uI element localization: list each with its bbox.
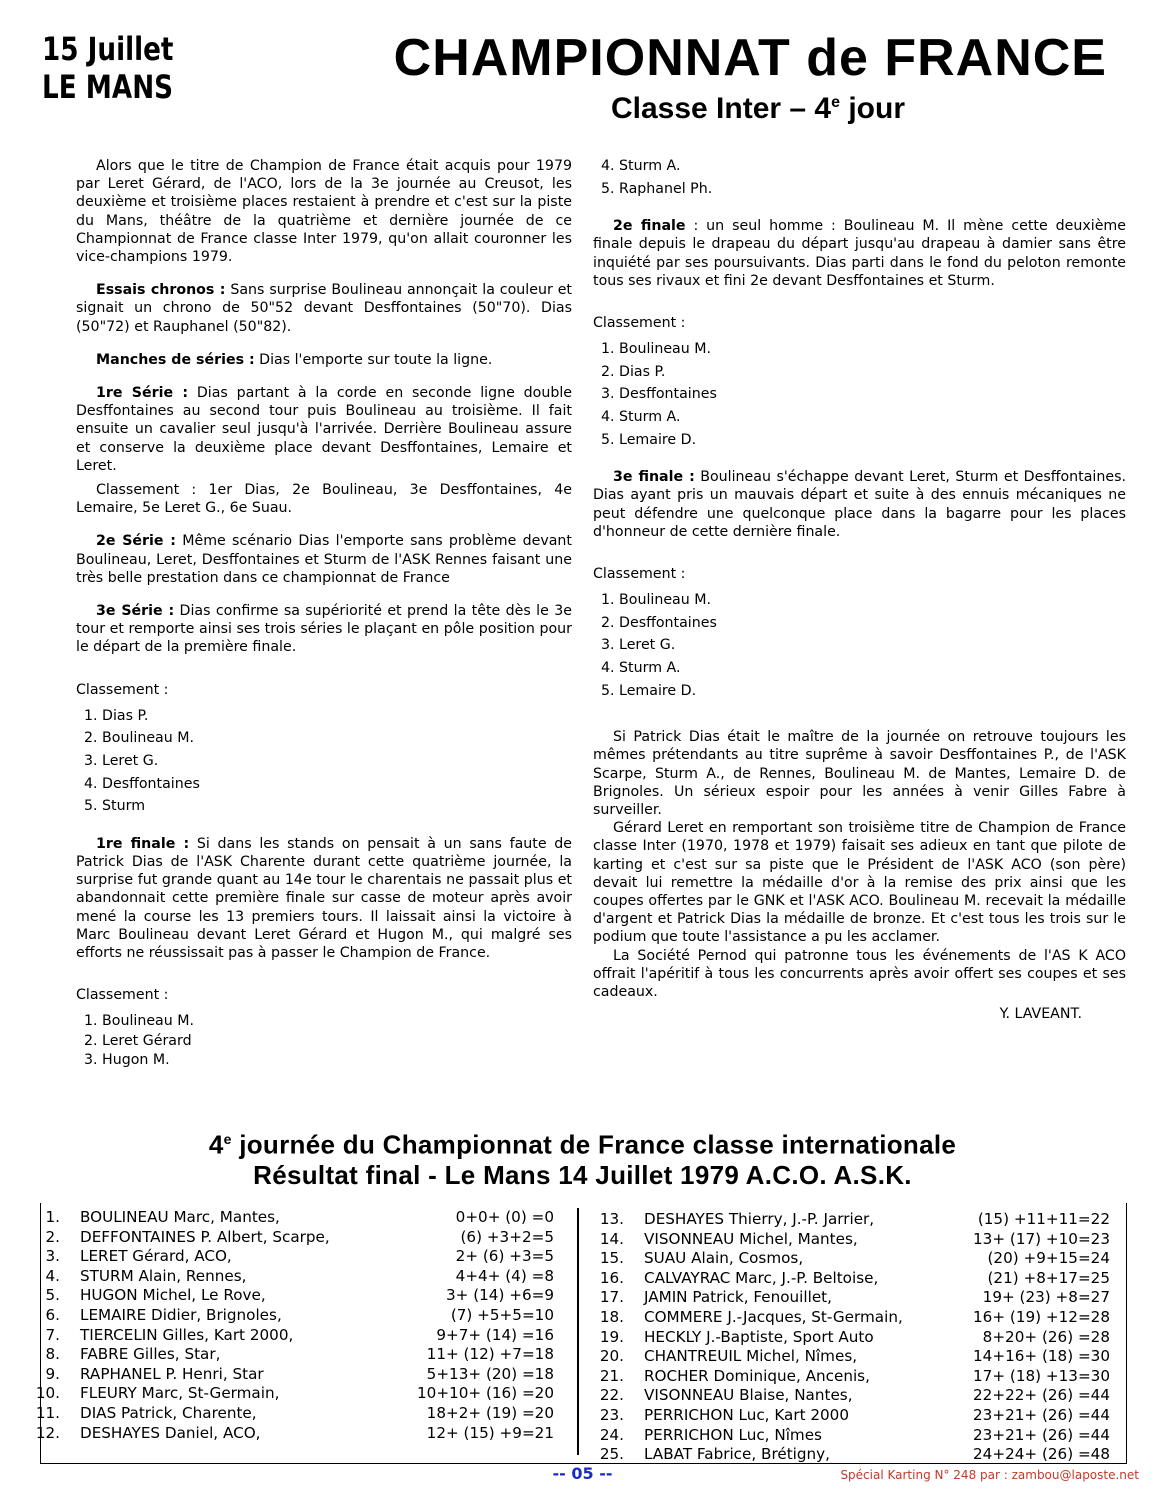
driver-cell: JAMIN Patrick, Fenouillet, <box>644 1288 832 1307</box>
subtitle-sup: e <box>831 94 840 111</box>
score-cell: 13+ (17) +10=23 <box>973 1229 1110 1248</box>
table-row <box>588 1308 1110 1328</box>
score-cell: (21) +8+17=25 <box>987 1268 1110 1287</box>
score-cell: 22+22+ (26) =44 <box>973 1386 1110 1405</box>
score-cell: (7) +5+5=10 <box>450 1305 554 1324</box>
table-row <box>588 1367 1110 1387</box>
finale2-text: : un seul homme : Boulineau M. Il mène cette deuxième finale depuis le drapeau du départ jusqu'au drapeau à damier sans être inquiété par ses poursuivants. Dias parti dans le fond du peloton remonte tous ses rivaux et fini 2e devant Desffontaines et Sturm. <box>593 218 1126 289</box>
score-cell: 8+20+ (26) =28 <box>982 1327 1110 1346</box>
driver-cell: DEFFONTAINES P. Albert, Scarpe, <box>80 1227 330 1246</box>
conclusion-paragraph-3: La Société Pernod qui patronne tous les événements de l'AS K ACO offrait l'apéritif à tous les concurrents après avoir offert ses coupes et ses cadeaux. <box>593 947 1126 1000</box>
list-item: 1. Boulineau M. <box>601 341 712 358</box>
score-cell: 0+0+ (0) =0 <box>455 1208 554 1226</box>
score-cell: 5+13+ (20) =18 <box>426 1364 554 1383</box>
author-signature: Y. LAVEANT. <box>999 1006 1082 1023</box>
list-item: 2. Dias P. <box>601 363 666 380</box>
finale1-ranking-cont <box>593 157 1126 198</box>
list-item: 3. Hugon M. <box>84 1051 170 1068</box>
score-cell: 2+ (6) +3=5 <box>455 1247 554 1266</box>
essais-label: Essais chronos : <box>96 282 226 299</box>
essais-paragraph <box>76 281 572 336</box>
score-cell: 23+21+ (26) =44 <box>973 1425 1110 1444</box>
score-cell: 3+ (14) +6=9 <box>446 1286 554 1305</box>
finale2-paragraph <box>593 217 1126 290</box>
date-location <box>42 30 173 106</box>
rank-cell: 8. <box>45 1345 60 1364</box>
rank-cell: 18. <box>599 1307 624 1326</box>
driver-cell: VISONNEAU Michel, Mantes, <box>644 1229 858 1248</box>
list-item: 5. Raphanel Ph. <box>601 180 713 197</box>
score-cell: 4+4+ (4) =8 <box>455 1266 554 1285</box>
finale1-label: 1re finale : <box>96 835 190 852</box>
list-item: 2. Boulineau M. <box>84 730 195 747</box>
rank-cell: 16. <box>599 1268 624 1287</box>
list-item: 4. Sturm A. <box>601 408 681 425</box>
intro-paragraph: Alors que le titre de Champion de France était acquis pour 1979 par Leret Gérard, de l'ACO, lors de la 3e journée au Creusot, les deuxième et troisième places restaient à prendre et c'est sur la piste du Mans, théâtre de la quatrième et dernière journée de ce Championnat de France classe Inter 1979, qu'on allait couronner les vice-champions 1979. <box>76 158 572 266</box>
serie1-classement: Classement : 1er Dias, 2e Boulineau, 3e Desffontaines, 4e Lemaire, 5e Leret G., 6e Suau. <box>76 482 572 517</box>
series-ranking-list <box>76 707 572 816</box>
rank-cell: 23. <box>599 1405 624 1424</box>
results-title-num: 4 <box>208 1129 224 1160</box>
table-row <box>24 1365 554 1385</box>
driver-cell: PERRICHON Luc, Kart 2000 <box>644 1405 850 1424</box>
driver-cell: PERRICHON Luc, Nîmes <box>644 1425 822 1444</box>
list-item: 5. Lemaire D. <box>601 431 697 448</box>
driver-cell: CHANTREUIL Michel, Nîmes, <box>644 1347 858 1366</box>
date-line: 15 Juillet <box>42 30 174 68</box>
driver-cell: BOULINEAU Marc, Mantes, <box>80 1208 280 1226</box>
table-row <box>588 1230 1110 1250</box>
score-cell: 11+ (12) +7=18 <box>426 1345 554 1364</box>
driver-cell: RAPHANEL P. Henri, Star <box>80 1364 264 1383</box>
driver-cell: SUAU Alain, Cosmos, <box>644 1249 804 1268</box>
list-item: 1. Boulineau M. <box>84 1013 195 1030</box>
finale2-label: 2e finale <box>613 218 686 235</box>
driver-cell: COMMERE J.-Jacques, St-Germain, <box>644 1307 903 1326</box>
driver-cell: LERET Gérard, ACO, <box>80 1247 232 1266</box>
table-row <box>588 1445 1110 1465</box>
footer-credit: Spécial Karting N° 248 par : zambou@laposte.net <box>840 1468 1139 1482</box>
results-divider <box>577 1208 579 1455</box>
rank-cell: 14. <box>599 1229 624 1248</box>
score-cell: 17+ (18) +13=30 <box>973 1366 1110 1385</box>
table-row <box>588 1426 1110 1446</box>
finale2-classement-label: Classement : <box>593 315 686 331</box>
conclusion-paragraph-2: Gérard Leret en remportant son troisième titre de Champion de France classe Inter (1970, 1978 et 1979) faisait ses adieux en tant que pilote de karting et c'est sur sa piste que le Président de l'ASK ACO (son père) devait lui remettre la médaille d'or à la remise des prix ainsi que les coupes offertes par le GNK et l'ASK ACO. Boulineau M. recevait la médaille d'argent et Patrick Dias la médaille de bronze. Et c'est tous les trois sur le podium que toute l'assistance a pu les acclamer. <box>593 820 1126 946</box>
serie3-text: Dias confirme sa supériorité et prend la tête dès le 3e tour et remporte ainsi ses trois séries le plaçant en pôle position pour le départ de la première finale. <box>76 603 572 656</box>
manches-label: Manches de séries : <box>96 351 255 368</box>
rank-cell: 17. <box>599 1288 624 1307</box>
table-row <box>588 1249 1110 1269</box>
score-cell: (6) +3+2=5 <box>460 1227 554 1246</box>
list-item: 3. Leret G. <box>84 753 159 770</box>
finale1-ranking-list <box>76 1012 572 1069</box>
page-subtitle <box>611 92 905 126</box>
driver-cell: VISONNEAU Blaise, Nantes, <box>644 1386 853 1405</box>
driver-cell: HECKLY J.-Baptiste, Sport Auto <box>644 1327 874 1346</box>
rank-cell: 6. <box>45 1305 60 1324</box>
driver-cell: FABRE Gilles, Star, <box>80 1345 221 1364</box>
score-cell: (20) +9+15=24 <box>987 1249 1110 1268</box>
table-row <box>24 1228 554 1248</box>
finale1-paragraph <box>76 835 572 962</box>
table-row <box>588 1269 1110 1289</box>
rank-cell: 12. <box>35 1423 60 1442</box>
rank-cell: 4. <box>45 1266 60 1285</box>
essais-text: Sans surprise Boulineau annonçait la couleur et signait un chrono de 50"52 devant Desffontaines (50"70). Dias (50"72) et Rauphanel (50"82). <box>76 282 572 335</box>
serie1-paragraph <box>76 384 572 475</box>
series-classement-label: Classement : <box>76 681 169 698</box>
subtitle-main: Classe Inter – 4 <box>610 92 832 125</box>
page-number: -- 05 -- <box>552 1464 613 1483</box>
rank-cell: 22. <box>599 1386 624 1405</box>
finale1-text: Si dans les stands on pensait à un sans faute de Patrick Dias de l'ASK Charente durant cette quatrième journée, la surprise fut grande quant au 14e tour le charentais ne passait plus et abandonnait cette première finale sur casse de moteur après avoir mené la course les 13 premiers tours. Il laissait ainsi la victoire à Marc Boulineau devant Leret Gérard et Hugon M., qui malgré ses efforts ne réussissait pas à passer le Champion de France. <box>76 835 572 962</box>
rank-cell: 3. <box>45 1247 60 1266</box>
rank-cell: 10. <box>35 1384 60 1403</box>
rank-cell: 15. <box>599 1249 624 1268</box>
results-title-rest: journée du Championnat de France classe internationale <box>231 1129 957 1160</box>
finale3-ranking-list <box>593 591 1126 700</box>
finale3-text: Boulineau s'échappe devant Leret, Sturm et Desffontaines. Dias ayant pris un mauvais départ et suite à des ennuis mécaniques ne peut défendre une quelconque place dans la bagarre pour les places d'honneur de cette dernière finale. <box>593 469 1126 540</box>
rank-cell: 9. <box>45 1364 60 1383</box>
list-item: 4. Sturm A. <box>601 158 681 174</box>
finale3-paragraph <box>593 468 1126 541</box>
score-cell: 24+24+ (26) =48 <box>973 1445 1110 1464</box>
serie2-text: Même scénario Dias l'emporte sans problème devant Boulineau, Leret, Desffontaines et Sturm de l'ASK Rennes faisant une très belle prestation dans ce championnat de France <box>76 533 572 586</box>
score-cell: 12+ (15) +9=21 <box>426 1423 554 1442</box>
list-item: 1. Boulineau M. <box>601 592 712 609</box>
table-row <box>24 1267 554 1287</box>
table-row <box>24 1345 554 1365</box>
results-title-line-2: Résultat final - Le Mans 14 Juillet 1979 A.C.O. A.S.K. <box>253 1159 912 1190</box>
table-row <box>24 1384 554 1404</box>
score-cell: 16+ (19) +12=28 <box>973 1307 1110 1326</box>
score-cell: (15) +11+11=22 <box>977 1210 1110 1228</box>
table-row <box>24 1424 554 1444</box>
serie2-label: 2e Série : <box>96 533 176 550</box>
driver-cell: ROCHER Dominique, Ancenis, <box>644 1366 870 1385</box>
driver-cell: LEMAIRE Didier, Brignoles, <box>80 1305 282 1324</box>
score-cell: 14+16+ (18) =30 <box>973 1347 1110 1366</box>
serie1-text: Dias partant à la corde en seconde ligne double Desffontaines au second tour puis Boulineau au troisième. Il fait ensuite un cavalier seul jusqu'à l'arrivée. Derrière Boulineau assure et conserve la deuxième place devant Desffontaines, Lemaire et Leret. <box>76 385 572 474</box>
finale2-ranking-list <box>593 340 1126 449</box>
rank-cell: 11. <box>35 1403 60 1422</box>
rank-cell: 2. <box>45 1227 60 1246</box>
table-row <box>588 1210 1110 1230</box>
results-table-left <box>24 1208 554 1443</box>
serie1-label: 1re Série : <box>96 385 189 402</box>
score-cell: 19+ (23) +8=27 <box>982 1288 1110 1307</box>
manches-paragraph <box>76 351 572 369</box>
list-item: 3. Leret G. <box>601 637 676 654</box>
list-item: 3. Desffontaines <box>601 386 717 403</box>
rank-cell: 19. <box>599 1327 624 1346</box>
conclusion-paragraph-1: Si Patrick Dias était le maître de la journée on retrouve toujours les mêmes prétendants au titre suprême à savoir Desffontaines P., de l'ASK Scarpe, Sturm A., de Rennes, Boulineau M. de Mantes, Lemaire D. de Brignoles. Un sérieux espoir pour les années à venir Gilles Fabre à surveiller. <box>593 729 1126 818</box>
driver-cell: TIERCELIN Gilles, Kart 2000, <box>80 1325 294 1344</box>
driver-cell: CALVAYRAC Marc, J.-P. Beltoise, <box>644 1268 879 1287</box>
finale3-classement-label: Classement : <box>593 565 686 582</box>
table-row <box>588 1406 1110 1426</box>
list-item: 2. Leret Gérard <box>84 1032 192 1049</box>
rank-cell: 24. <box>599 1425 624 1444</box>
rank-cell: 13. <box>599 1210 624 1228</box>
table-row <box>24 1404 554 1424</box>
finale1-classement-label: Classement : <box>76 987 169 1004</box>
article-right-column <box>593 157 1126 1023</box>
list-item: 1. Dias P. <box>84 707 149 724</box>
results-title <box>0 1124 1165 1190</box>
list-item: 4. Desffontaines <box>84 775 200 792</box>
driver-cell: DESHAYES Daniel, ACO, <box>80 1423 261 1442</box>
score-cell: 10+10+ (16) =20 <box>417 1384 554 1403</box>
results-title-line-1 <box>0 1124 1165 1160</box>
rank-cell: 21. <box>599 1366 624 1385</box>
article-left-column <box>76 157 572 1073</box>
score-cell: 23+21+ (26) =44 <box>973 1405 1110 1424</box>
score-cell: 9+7+ (14) =16 <box>436 1325 554 1344</box>
page-title: CHAMPIONNAT de FRANCE <box>393 29 1107 87</box>
table-row <box>24 1208 554 1228</box>
serie2-paragraph <box>76 532 572 587</box>
driver-cell: DESHAYES Thierry, J.-P. Jarrier, <box>644 1210 875 1228</box>
table-row <box>588 1288 1110 1308</box>
table-row <box>588 1347 1110 1367</box>
list-item: 5. Lemaire D. <box>601 682 697 699</box>
driver-cell: DIAS Patrick, Charente, <box>80 1403 257 1422</box>
list-item: 2. Desffontaines <box>601 614 717 631</box>
score-cell: 18+2+ (19) =20 <box>426 1403 554 1422</box>
driver-cell: LABAT Fabrice, Brétigny, <box>644 1445 830 1464</box>
driver-cell: STURM Alain, Rennes, <box>80 1266 247 1285</box>
rank-cell: 25. <box>599 1445 624 1464</box>
rank-cell: 1. <box>45 1208 60 1226</box>
finale3-label: 3e finale : <box>613 469 695 486</box>
rank-cell: 7. <box>45 1325 60 1344</box>
results-title-sup: e <box>223 1131 232 1147</box>
rank-cell: 20. <box>599 1347 624 1366</box>
table-row <box>24 1286 554 1306</box>
subtitle-end: jour <box>840 92 905 125</box>
list-item: 5. Sturm <box>84 798 146 815</box>
table-row <box>588 1328 1110 1348</box>
results-table-right <box>588 1210 1110 1465</box>
driver-cell: HUGON Michel, Le Rove, <box>80 1286 266 1305</box>
driver-cell: FLEURY Marc, St-Germain, <box>80 1384 280 1403</box>
location-line: LE MANS <box>42 68 174 106</box>
table-row <box>24 1326 554 1346</box>
rank-cell: 5. <box>45 1286 60 1305</box>
manches-text: Dias l'emporte sur toute la ligne. <box>254 351 493 368</box>
table-row <box>588 1386 1110 1406</box>
serie3-label: 3e Série : <box>96 603 175 620</box>
table-row <box>24 1306 554 1326</box>
list-item: 4. Sturm A. <box>601 659 681 676</box>
table-row <box>24 1247 554 1267</box>
serie3-paragraph <box>76 602 572 657</box>
